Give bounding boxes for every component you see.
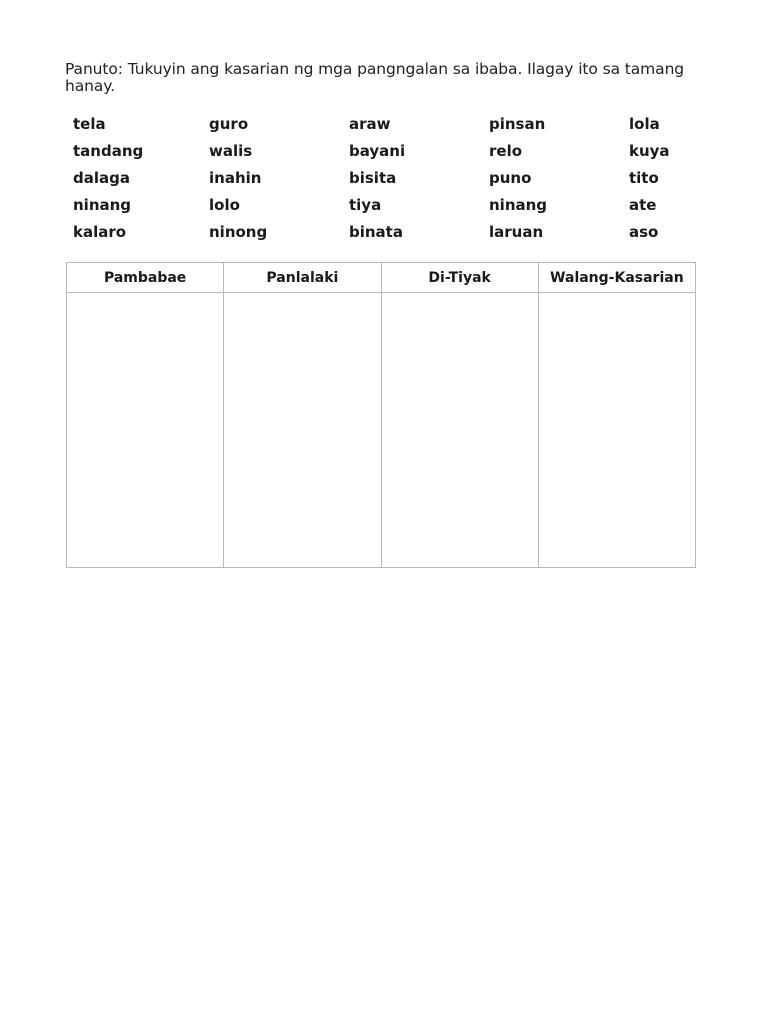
- word: walis: [209, 142, 253, 160]
- answer-cell-panlalaki[interactable]: [224, 293, 381, 568]
- answer-cell-pambabae[interactable]: [67, 293, 224, 568]
- column-header-di-tiyak: Di-Tiyak: [381, 263, 538, 293]
- column-header-pambabae: Pambabae: [67, 263, 224, 293]
- word-row: [73, 115, 693, 142]
- word: dalaga: [73, 169, 130, 187]
- word: araw: [349, 115, 391, 133]
- column-header-panlalaki: Panlalaki: [224, 263, 381, 293]
- word: tiya: [349, 196, 382, 214]
- word: aso: [629, 223, 659, 241]
- word: tandang: [73, 142, 144, 160]
- word: tela: [73, 115, 106, 133]
- word: ninang: [73, 196, 132, 214]
- instruction-text: Panuto: Tukuyin ang kasarian ng mga pangngalan sa ibaba. Ilagay ito sa tamang hanay.: [65, 60, 685, 95]
- word: ninong: [209, 223, 268, 241]
- answer-row: [67, 293, 696, 568]
- word: laruan: [489, 223, 544, 241]
- word: ninang: [489, 196, 548, 214]
- word: guro: [209, 115, 249, 133]
- word: binata: [349, 223, 403, 241]
- table-header-row: [67, 263, 696, 293]
- word-row: [73, 196, 693, 223]
- word: pinsan: [489, 115, 546, 133]
- word: ate: [629, 196, 657, 214]
- word-bank: [73, 115, 693, 250]
- word: lolo: [209, 196, 240, 214]
- word: bayani: [349, 142, 406, 160]
- word: kalaro: [73, 223, 127, 241]
- word-row: [73, 169, 693, 196]
- answer-cell-di-tiyak[interactable]: [381, 293, 538, 568]
- word: relo: [489, 142, 523, 160]
- answer-table: [66, 262, 696, 568]
- word: puno: [489, 169, 532, 187]
- word: lola: [629, 115, 660, 133]
- answer-cell-walang-kasarian[interactable]: [538, 293, 695, 568]
- word: bisita: [349, 169, 397, 187]
- word-row: [73, 142, 693, 169]
- word: kuya: [629, 142, 670, 160]
- word-row: [73, 223, 693, 250]
- word: tito: [629, 169, 659, 187]
- column-header-walang-kasarian: Walang-Kasarian: [538, 263, 695, 293]
- word: inahin: [209, 169, 262, 187]
